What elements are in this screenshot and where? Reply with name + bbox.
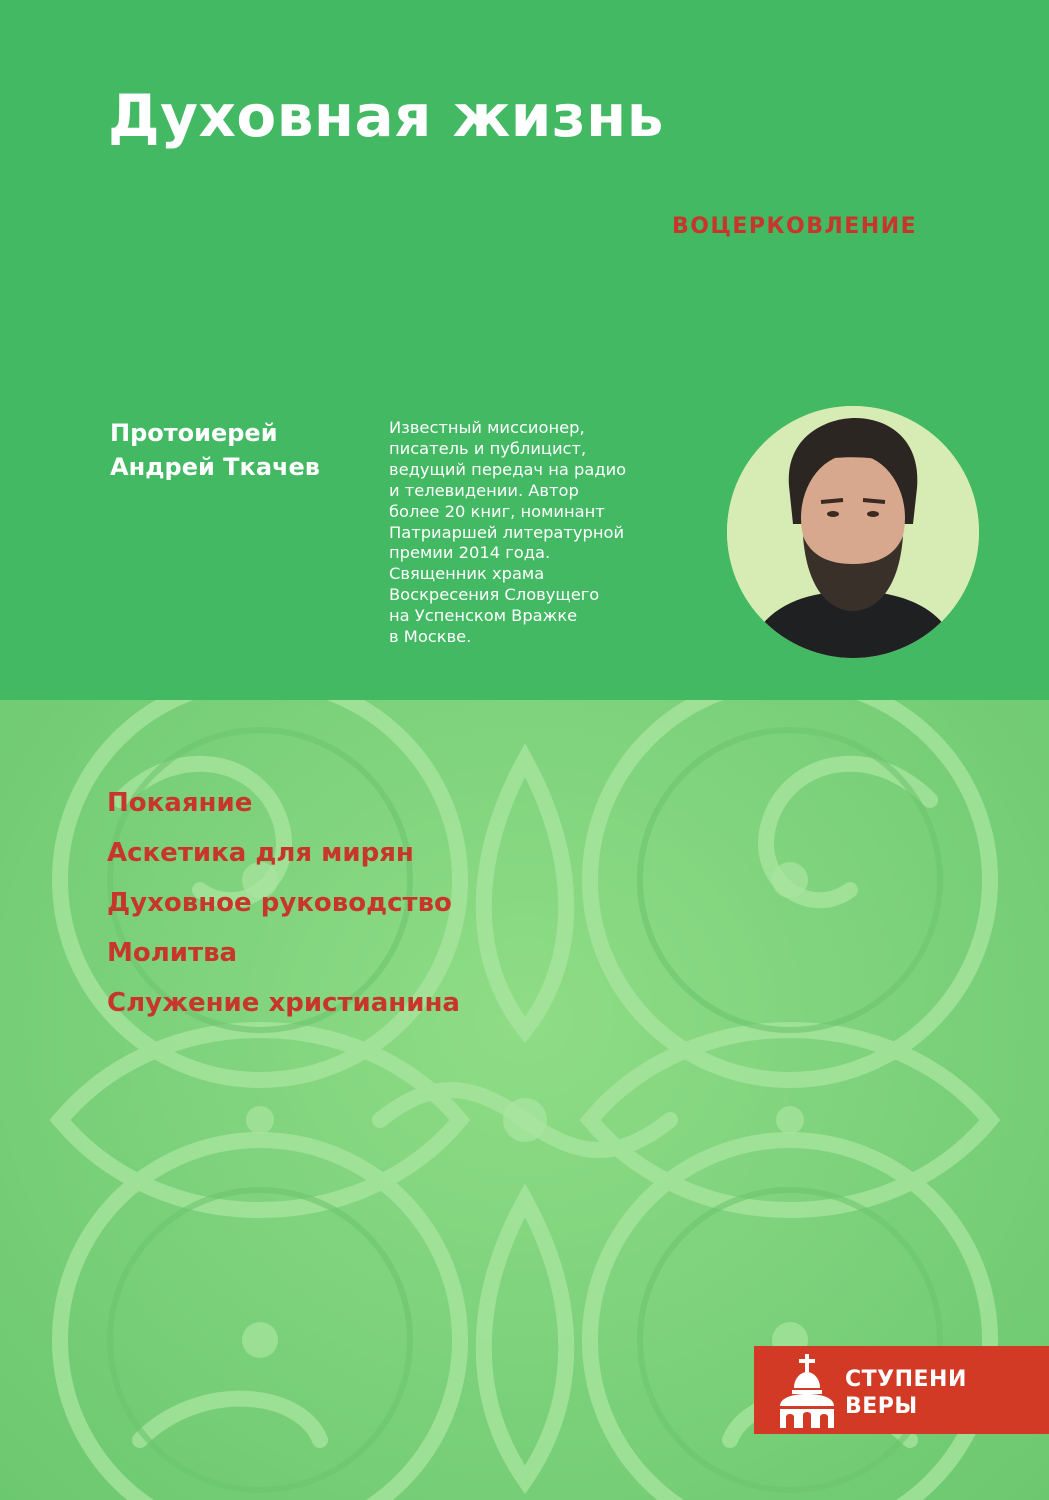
topic-item: Аскетика для мирян — [107, 838, 414, 868]
topic-item: Молитва — [107, 938, 238, 968]
portrait-illustration — [727, 406, 979, 658]
church-icon — [778, 1354, 836, 1428]
bio-line: Священник храма — [389, 564, 545, 584]
bio-line: ведущий передач на радио — [389, 459, 627, 479]
author-fullname: Андрей Ткачев — [110, 453, 320, 481]
publisher-name — [845, 1366, 967, 1420]
bio-line: Известный миссионер, — [389, 418, 585, 437]
publisher-name-line2: ВЕРЫ — [845, 1394, 918, 1419]
author-bio — [389, 418, 689, 648]
book-title: Духовная жизнь — [108, 82, 664, 150]
bio-line: премии 2014 года. — [389, 543, 551, 563]
bio-line: писатель и публицист, — [389, 438, 587, 458]
bio-line: Воскресения Словущего — [389, 585, 600, 605]
bio-line: на Успенском Вражке — [389, 606, 578, 626]
bio-line: и телевидении. Автор — [389, 480, 579, 500]
author-portrait — [727, 406, 979, 658]
topic-item: Духовное руководство — [107, 888, 452, 918]
series-label: ВОЦЕРКОВЛЕНИЕ — [672, 214, 918, 239]
bio-line: в Москве. — [389, 627, 472, 647]
publisher-logo — [754, 1346, 1049, 1434]
author-name — [110, 416, 370, 484]
author-title: Протоиерей — [110, 419, 278, 447]
publisher-name-line1: СТУПЕНИ — [845, 1367, 967, 1392]
topic-item: Покаяние — [107, 788, 253, 818]
bio-line: более 20 книг, номинант — [389, 501, 605, 521]
topic-item: Служение христианина — [107, 988, 460, 1018]
topics-list — [107, 778, 460, 1028]
bio-line: Патриаршей литературной — [389, 522, 625, 542]
